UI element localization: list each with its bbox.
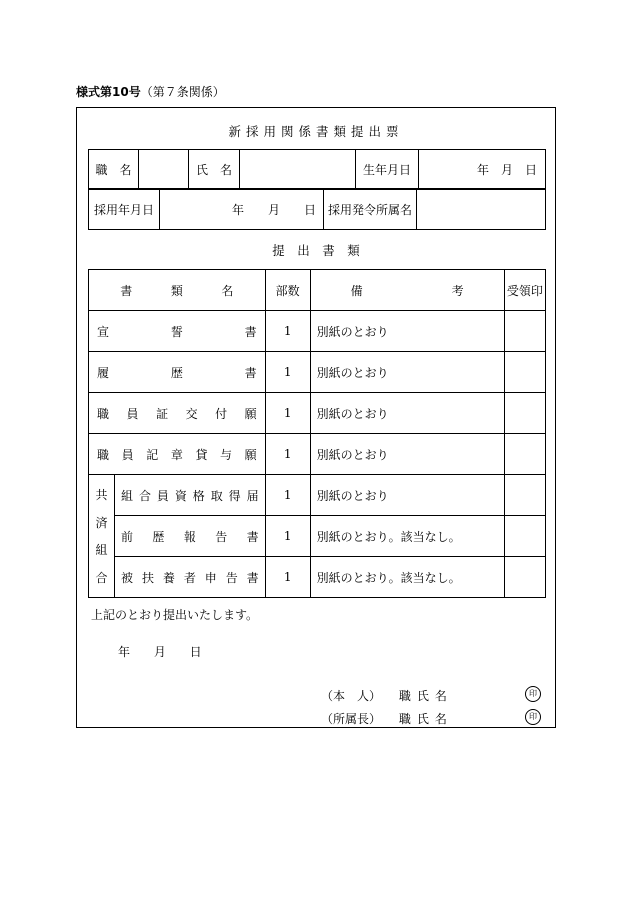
table-row xyxy=(89,475,546,516)
doc-note: 別紙のとおり。該当なし。 xyxy=(310,557,504,598)
signature-role: （所属長） xyxy=(321,712,382,726)
documents-header-row xyxy=(89,270,546,311)
signature-supervisor[interactable] xyxy=(321,710,453,727)
shimei-label: 氏 名 xyxy=(189,150,240,190)
doc-count: 1 xyxy=(265,434,310,475)
receipt-stamp-cell[interactable] xyxy=(504,352,545,393)
employment-info-table xyxy=(88,188,546,230)
doc-note: 別紙のとおり xyxy=(310,352,504,393)
form-header xyxy=(76,83,225,100)
section-title: 提 出 書 類 xyxy=(272,243,360,258)
submission-date[interactable]: 年 月 日 xyxy=(118,645,202,659)
shokumei-field[interactable] xyxy=(139,150,189,190)
doc-name-prior-career: 前 歴 報 告 書 xyxy=(121,529,259,544)
table-row xyxy=(89,352,546,393)
table-row xyxy=(89,434,546,475)
signature-role: （本 人） xyxy=(321,689,382,703)
shimei-field[interactable] xyxy=(240,150,356,190)
form-number: 様式第10号 xyxy=(76,85,141,99)
personal-info-table xyxy=(88,149,546,190)
form-relation: （第７条関係） xyxy=(140,85,225,99)
doc-count: 1 xyxy=(265,557,310,598)
doc-note: 別紙のとおり xyxy=(310,475,504,516)
receipt-stamp-cell[interactable] xyxy=(504,393,545,434)
birthdate-field[interactable]: 年 月 日 xyxy=(419,150,546,190)
office-label: 採用発令所属名 xyxy=(324,189,417,230)
table-row xyxy=(89,393,546,434)
signature-label: 職氏名 xyxy=(398,689,453,703)
doc-note: 別紙のとおり xyxy=(310,393,504,434)
seal-icon: 印 xyxy=(525,709,541,725)
receipt-stamp-cell[interactable] xyxy=(504,557,545,598)
doc-name-sensei: 宣 誓 書 xyxy=(97,324,257,339)
doc-note: 別紙のとおり xyxy=(310,434,504,475)
table-row xyxy=(89,557,546,598)
doc-count: 1 xyxy=(265,393,310,434)
submission-statement: 上記のとおり提出いたします。 xyxy=(91,608,259,622)
doc-name-badge: 職 員 記 章 貸 与 願 xyxy=(97,447,257,462)
receipt-stamp-cell[interactable] xyxy=(504,311,545,352)
col-receipt: 受領印 xyxy=(504,270,545,311)
receipt-stamp-cell[interactable] xyxy=(504,434,545,475)
col-note: 備 考 xyxy=(350,283,464,298)
col-doc-name: 書 類 名 xyxy=(120,283,234,298)
table-row xyxy=(89,311,546,352)
office-field[interactable] xyxy=(417,189,546,230)
receipt-stamp-cell[interactable] xyxy=(504,516,545,557)
doc-count: 1 xyxy=(265,475,310,516)
mutual-aid-group-label: 共 済 組 合 xyxy=(95,488,108,585)
receipt-stamp-cell[interactable] xyxy=(504,475,545,516)
doc-name-rirekisho: 履 歴 書 xyxy=(97,365,257,380)
doc-note: 別紙のとおり。該当なし。 xyxy=(310,516,504,557)
signature-label: 職氏名 xyxy=(398,712,453,726)
col-count: 部数 xyxy=(265,270,310,311)
shokumei-label: 職 名 xyxy=(89,150,139,190)
doc-name-id-card: 職 員 証 交 付 願 xyxy=(97,406,257,421)
hire-date-label: 採用年月日 xyxy=(89,189,160,230)
form-title: 新採用関係書類提出票 xyxy=(228,124,404,139)
form-frame xyxy=(76,107,556,728)
hire-date-field[interactable]: 年 月 日 xyxy=(160,189,324,230)
doc-count: 1 xyxy=(265,516,310,557)
doc-name-membership: 組 合 員 資 格 取 得 届 xyxy=(121,488,259,503)
table-row xyxy=(89,516,546,557)
doc-count: 1 xyxy=(265,352,310,393)
doc-note: 別紙のとおり xyxy=(310,311,504,352)
documents-table xyxy=(88,269,546,598)
doc-count: 1 xyxy=(265,311,310,352)
birthdate-label: 生年月日 xyxy=(356,150,419,190)
doc-name-dependents: 被 扶 養 者 申 告 書 xyxy=(121,570,259,585)
signature-self[interactable] xyxy=(321,687,453,704)
seal-icon: 印 xyxy=(525,686,541,702)
